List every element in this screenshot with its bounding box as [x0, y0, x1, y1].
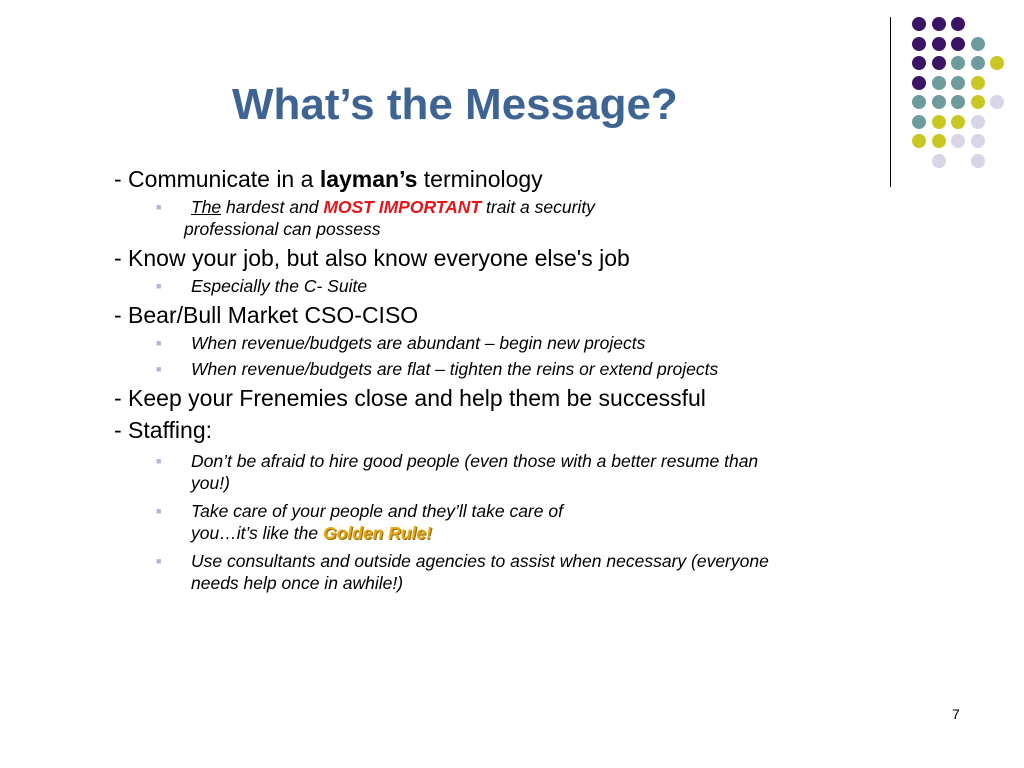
decorative-dot: [932, 37, 946, 51]
slide-body: [114, 165, 914, 598]
decorative-dot: [951, 95, 965, 109]
square-bullet-icon: ■: [156, 364, 162, 374]
sub-bullet-hire: ■ Don’t be afraid to hire good people (even those with a better resume than you!): [156, 451, 759, 493]
bullet-staffing: - Staffing:: [114, 417, 213, 443]
sub-bullet-abundant: ■ When revenue/budgets are abundant – begin new projects: [156, 333, 646, 353]
decorative-dot: [912, 76, 926, 90]
square-bullet-icon: ■: [156, 202, 162, 212]
decorative-dot: [932, 95, 946, 109]
bullet-communicate: - Communicate in a layman’s terminology: [114, 166, 543, 192]
decorative-dot: [951, 56, 965, 70]
square-bullet-icon: ■: [156, 338, 162, 348]
square-bullet-icon: ■: [156, 456, 162, 466]
decorative-dot: [990, 56, 1004, 70]
decorative-dot: [971, 154, 985, 168]
square-bullet-icon: ■: [156, 556, 162, 566]
sub-bullet-take-care: ■ Take care of your people and they’ll take care of you…it’s like the Golden Rule!: [156, 501, 563, 543]
sub-bullet-c-suite: ■ Especially the C- Suite: [156, 276, 368, 296]
square-bullet-icon: ■: [156, 506, 162, 516]
decorative-dot: [951, 76, 965, 90]
sub-bullet-consultants: ■ Use consultants and outside agencies to assist when necessary (everyone needs help once in awhile!): [156, 551, 769, 593]
decorative-dot: [932, 154, 946, 168]
bullet-know-job: - Know your job, but also know everyone else's job: [114, 245, 630, 271]
decorative-dot: [932, 134, 946, 148]
decorative-dot: [971, 115, 985, 129]
decorative-dot: [951, 17, 965, 31]
page-number: 7: [952, 706, 960, 722]
decorative-dot: [971, 56, 985, 70]
square-bullet-icon: ■: [156, 281, 162, 291]
bullet-frenemies: - Keep your Frenemies close and help them be successful: [114, 385, 706, 411]
decorative-dot: [971, 95, 985, 109]
decorative-dot: [912, 56, 926, 70]
decorative-dot: [912, 95, 926, 109]
decorative-dot: [971, 134, 985, 148]
decorative-dot: [971, 37, 985, 51]
decorative-dot: [912, 115, 926, 129]
sub-bullet-flat: ■ When revenue/budgets are flat – tighten the reins or extend projects: [156, 359, 719, 379]
decorative-dot: [971, 76, 985, 90]
slide-title: What’s the Message?: [232, 80, 678, 129]
decorative-dot: [932, 17, 946, 31]
sub-bullet-hardest: ■ The hardest and MOST IMPORTANT trait a security professional can possess: [156, 197, 595, 239]
decorative-dot: [912, 134, 926, 148]
decorative-dot: [912, 37, 926, 51]
decorative-dot: [912, 17, 926, 31]
decorative-dot: [932, 115, 946, 129]
decorative-dot: [951, 37, 965, 51]
bullet-market: - Bear/Bull Market CSO-CISO: [114, 302, 419, 328]
decorative-dot: [932, 76, 946, 90]
decorative-dot: [990, 95, 1004, 109]
decorative-dot: [951, 134, 965, 148]
decorative-dot: [951, 115, 965, 129]
decorative-dot: [932, 56, 946, 70]
